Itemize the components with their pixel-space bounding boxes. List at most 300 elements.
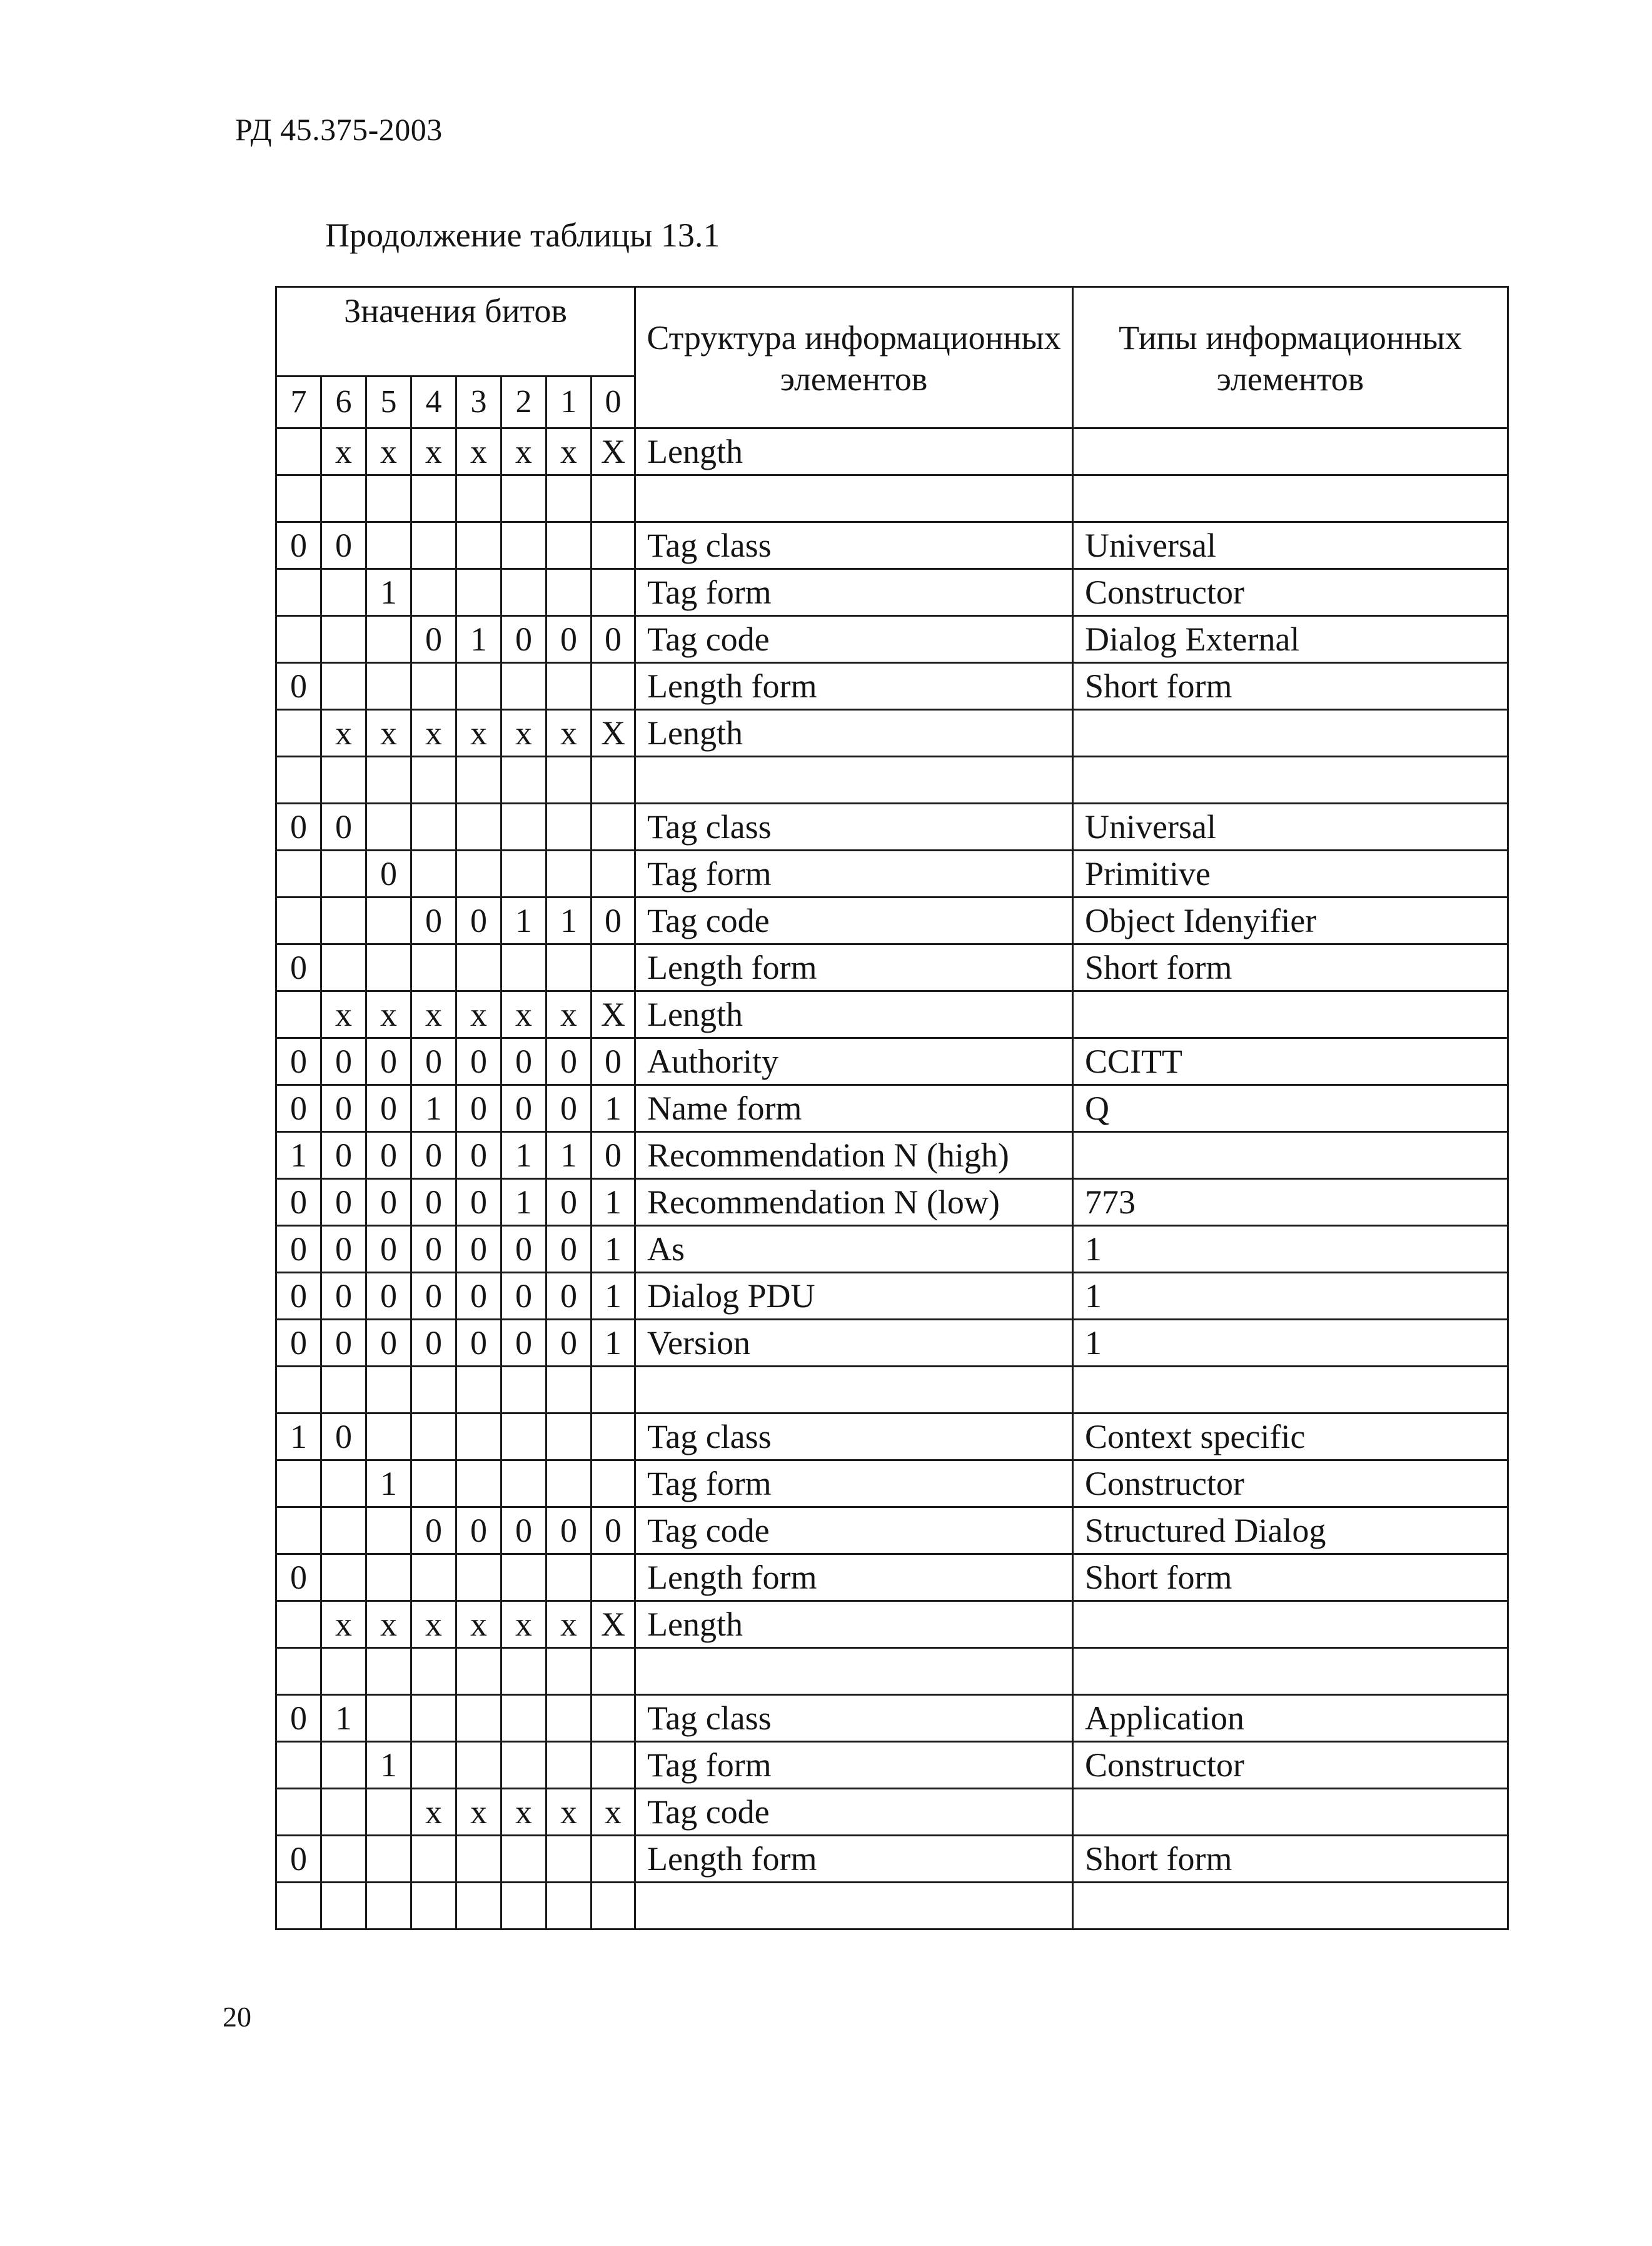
- type-cell: [1073, 1132, 1508, 1179]
- bit-cell: 0: [276, 1038, 321, 1085]
- bit-cell: [592, 757, 635, 804]
- bit-cell: [366, 1789, 411, 1836]
- bit-cell: [456, 1836, 501, 1883]
- bit-cell: [366, 522, 411, 569]
- bit-cell: [546, 1460, 592, 1507]
- structure-cell: Tag class: [635, 804, 1073, 851]
- bit-cell: [366, 944, 411, 991]
- bit-cell: [411, 569, 456, 616]
- bit-cell: 0: [546, 1273, 592, 1320]
- type-cell: [1073, 710, 1508, 757]
- header-bit-number: 0: [592, 377, 635, 428]
- bit-cell: 0: [411, 1132, 456, 1179]
- bit-cell: 1: [592, 1085, 635, 1132]
- bit-cell: [592, 475, 635, 522]
- bit-cell: 1: [501, 1132, 546, 1179]
- bit-cell: x: [411, 428, 456, 475]
- structure-cell: [635, 1883, 1073, 1930]
- bit-cell: [501, 851, 546, 898]
- table-row: [276, 1179, 1508, 1226]
- type-cell: Short form: [1073, 944, 1508, 991]
- bit-cell: 0: [501, 1320, 546, 1367]
- bit-cell: 0: [456, 898, 501, 944]
- bit-cell: [456, 804, 501, 851]
- bit-cell: x: [546, 710, 592, 757]
- table-row: [276, 757, 1508, 804]
- bit-cell: [546, 1742, 592, 1789]
- bit-cell: [411, 1836, 456, 1883]
- bit-cell: 1: [546, 1132, 592, 1179]
- bit-cell: [501, 522, 546, 569]
- page-number: 20: [223, 2001, 251, 2033]
- structure-cell: Authority: [635, 1038, 1073, 1085]
- structure-cell: [635, 757, 1073, 804]
- bit-cell: 1: [366, 1460, 411, 1507]
- bit-cell: x: [321, 710, 366, 757]
- bit-cell: x: [366, 1601, 411, 1648]
- bit-cell: 0: [276, 1273, 321, 1320]
- type-cell: Object Idenyifier: [1073, 898, 1508, 944]
- bit-cell: [321, 569, 366, 616]
- bit-cell: 1: [592, 1179, 635, 1226]
- bit-cell: 1: [276, 1132, 321, 1179]
- type-cell: Primitive: [1073, 851, 1508, 898]
- bit-cell: [276, 1601, 321, 1648]
- bit-cell: 0: [546, 1085, 592, 1132]
- bit-cell: x: [546, 1601, 592, 1648]
- bit-cell: X: [592, 428, 635, 475]
- bit-cell: [456, 757, 501, 804]
- bit-cell: 0: [411, 1320, 456, 1367]
- bit-cell: [592, 1883, 635, 1930]
- bit-cell: [411, 522, 456, 569]
- bit-cell: [366, 757, 411, 804]
- bit-cell: [456, 1883, 501, 1930]
- bit-cell: 0: [276, 1320, 321, 1367]
- bit-cell: [276, 898, 321, 944]
- type-cell: [1073, 757, 1508, 804]
- bit-cell: 0: [546, 1038, 592, 1085]
- table-row: [276, 1742, 1508, 1789]
- bit-cell: x: [366, 710, 411, 757]
- bit-cell: [366, 1883, 411, 1930]
- bit-cell: 1: [592, 1273, 635, 1320]
- bit-cell: x: [501, 991, 546, 1038]
- bit-cell: [276, 1742, 321, 1789]
- bit-cell: x: [411, 1601, 456, 1648]
- bit-cell: [321, 1742, 366, 1789]
- bit-cell: [546, 851, 592, 898]
- bit-cell: 0: [366, 1226, 411, 1273]
- bit-cell: [456, 1460, 501, 1507]
- bit-cell: 0: [546, 1320, 592, 1367]
- bit-cell: 0: [276, 663, 321, 710]
- bit-cell: [321, 898, 366, 944]
- header-bit-number: 3: [456, 377, 501, 428]
- bit-cell: [546, 569, 592, 616]
- bit-cell: X: [592, 710, 635, 757]
- structure-cell: Length: [635, 428, 1073, 475]
- bit-cell: 1: [592, 1226, 635, 1273]
- bit-cell: 0: [276, 522, 321, 569]
- bit-cell: x: [546, 1789, 592, 1836]
- table-row: [276, 710, 1508, 757]
- bit-cell: [592, 663, 635, 710]
- bit-cell: 0: [366, 851, 411, 898]
- bit-cell: [592, 1414, 635, 1460]
- table-row: [276, 1460, 1508, 1507]
- bit-cell: [276, 1883, 321, 1930]
- bit-cell: [592, 851, 635, 898]
- bit-cell: [276, 851, 321, 898]
- table-row: [276, 1038, 1508, 1085]
- bit-cell: [411, 1367, 456, 1414]
- table-row: [276, 569, 1508, 616]
- bit-cell: 0: [501, 1038, 546, 1085]
- bit-cell: [321, 851, 366, 898]
- bit-cell: 0: [366, 1273, 411, 1320]
- table-row: [276, 663, 1508, 710]
- table-row: [276, 1883, 1508, 1930]
- bit-cell: [411, 475, 456, 522]
- bit-cell: [592, 1554, 635, 1601]
- bit-cell: 0: [546, 1226, 592, 1273]
- type-cell: Structured Dialog: [1073, 1507, 1508, 1554]
- header-bit-number: 7: [276, 377, 321, 428]
- bit-cell: [456, 475, 501, 522]
- structure-cell: Tag class: [635, 522, 1073, 569]
- bit-cell: [366, 1695, 411, 1742]
- bit-cell: [546, 1836, 592, 1883]
- bit-cell: [546, 804, 592, 851]
- structure-cell: [635, 1367, 1073, 1414]
- bit-cell: [546, 1695, 592, 1742]
- bit-cell: 0: [321, 804, 366, 851]
- bit-cell: 0: [592, 1132, 635, 1179]
- type-cell: Short form: [1073, 1554, 1508, 1601]
- structure-cell: As: [635, 1226, 1073, 1273]
- bit-cell: [546, 757, 592, 804]
- bit-cell: x: [321, 1601, 366, 1648]
- bit-cell: [366, 1648, 411, 1695]
- bit-cell: x: [546, 991, 592, 1038]
- bit-cell: x: [411, 991, 456, 1038]
- bit-cell: [411, 1554, 456, 1601]
- structure-cell: Length form: [635, 1836, 1073, 1883]
- bit-cell: 0: [321, 1132, 366, 1179]
- structure-cell: Tag code: [635, 1507, 1073, 1554]
- bit-cell: 0: [276, 1695, 321, 1742]
- header-bit-number: 5: [366, 377, 411, 428]
- bit-cell: 0: [592, 898, 635, 944]
- bit-cell: 0: [366, 1085, 411, 1132]
- bit-cell: 0: [276, 1554, 321, 1601]
- bit-cell: x: [321, 428, 366, 475]
- bit-cell: x: [456, 1789, 501, 1836]
- structure-cell: [635, 475, 1073, 522]
- bit-cell: [546, 944, 592, 991]
- bit-cell: [456, 1742, 501, 1789]
- bit-cell: 0: [456, 1179, 501, 1226]
- bit-cell: [501, 569, 546, 616]
- bit-cell: 0: [456, 1085, 501, 1132]
- bit-cell: [276, 428, 321, 475]
- structure-cell: Length form: [635, 663, 1073, 710]
- bit-cell: 0: [276, 804, 321, 851]
- type-cell: [1073, 428, 1508, 475]
- bit-cell: x: [321, 991, 366, 1038]
- bit-cell: 0: [276, 1226, 321, 1273]
- bit-cell: 0: [456, 1226, 501, 1273]
- bit-cell: [592, 1695, 635, 1742]
- bit-cell: [546, 1367, 592, 1414]
- header-bit-number: 6: [321, 377, 366, 428]
- table-row: [276, 898, 1508, 944]
- bit-cell: 0: [411, 1507, 456, 1554]
- table-row: [276, 1273, 1508, 1320]
- structure-cell: Length form: [635, 1554, 1073, 1601]
- bit-cell: x: [456, 991, 501, 1038]
- structure-cell: Tag code: [635, 616, 1073, 663]
- bit-cell: [321, 1789, 366, 1836]
- bit-cell: [321, 663, 366, 710]
- bit-cell: [276, 991, 321, 1038]
- bit-cell: 0: [321, 1320, 366, 1367]
- bit-cell: 1: [366, 1742, 411, 1789]
- bit-cell: 0: [411, 1179, 456, 1226]
- bit-cell: [501, 1414, 546, 1460]
- bit-cell: X: [592, 991, 635, 1038]
- bit-cell: 0: [501, 1226, 546, 1273]
- bit-cell: [321, 944, 366, 991]
- table-row: [276, 1367, 1508, 1414]
- bit-cell: [456, 1648, 501, 1695]
- bit-cell: 0: [321, 1273, 366, 1320]
- type-cell: Context specific: [1073, 1414, 1508, 1460]
- bit-cell: [592, 1648, 635, 1695]
- structure-cell: Tag class: [635, 1414, 1073, 1460]
- bit-cell: [321, 1507, 366, 1554]
- bit-cell: [592, 1460, 635, 1507]
- bit-cell: x: [501, 1789, 546, 1836]
- type-cell: 1: [1073, 1320, 1508, 1367]
- bit-cell: 0: [592, 616, 635, 663]
- bit-cell: [276, 616, 321, 663]
- bit-cell: [321, 1836, 366, 1883]
- structure-cell: Tag code: [635, 898, 1073, 944]
- table-row: [276, 1789, 1508, 1836]
- bit-cell: X: [592, 1601, 635, 1648]
- bit-cell: [592, 1742, 635, 1789]
- bit-cell: 0: [546, 1507, 592, 1554]
- type-cell: Constructor: [1073, 569, 1508, 616]
- table-row: [276, 475, 1508, 522]
- bit-cell: x: [501, 428, 546, 475]
- structure-cell: Recommendation N (high): [635, 1132, 1073, 1179]
- bit-cell: 0: [546, 616, 592, 663]
- bit-cell: [501, 1695, 546, 1742]
- header-bit-number: 4: [411, 377, 456, 428]
- table-row: [276, 428, 1508, 475]
- bit-cell: [592, 569, 635, 616]
- type-cell: [1073, 1789, 1508, 1836]
- bit-cell: [411, 1460, 456, 1507]
- bit-cell: 1: [592, 1320, 635, 1367]
- bit-cell: [411, 1414, 456, 1460]
- bit-cell: [321, 757, 366, 804]
- table-row: [276, 1554, 1508, 1601]
- bit-cell: 0: [366, 1179, 411, 1226]
- bit-cell: [546, 663, 592, 710]
- document-code: РД 45.375-2003: [235, 112, 443, 147]
- bit-cell: [501, 1554, 546, 1601]
- type-cell: 1: [1073, 1273, 1508, 1320]
- bit-cell: [321, 1648, 366, 1695]
- bit-cell: [276, 569, 321, 616]
- structure-cell: Tag form: [635, 1742, 1073, 1789]
- type-cell: [1073, 991, 1508, 1038]
- table-row: [276, 1414, 1508, 1460]
- bit-cell: [276, 1648, 321, 1695]
- bit-cell: [546, 1414, 592, 1460]
- type-cell: Short form: [1073, 1836, 1508, 1883]
- type-cell: [1073, 1883, 1508, 1930]
- bit-cell: [501, 757, 546, 804]
- structure-cell: Recommendation N (low): [635, 1179, 1073, 1226]
- bit-cell: [366, 1507, 411, 1554]
- bit-cell: 1: [456, 616, 501, 663]
- table-row: [276, 1601, 1508, 1648]
- type-cell: [1073, 1648, 1508, 1695]
- bit-cell: [276, 1460, 321, 1507]
- bit-cell: [456, 1414, 501, 1460]
- header-bit-number: 1: [546, 377, 592, 428]
- bit-cell: x: [411, 1789, 456, 1836]
- structure-cell: Tag code: [635, 1789, 1073, 1836]
- bit-cell: [276, 710, 321, 757]
- bit-cell: [501, 1883, 546, 1930]
- bit-cell: [411, 1742, 456, 1789]
- bit-cell: x: [546, 428, 592, 475]
- bit-cell: [276, 1367, 321, 1414]
- bit-cell: [456, 522, 501, 569]
- bit-cell: [321, 1554, 366, 1601]
- bit-cell: [456, 1367, 501, 1414]
- bit-cell: 1: [546, 898, 592, 944]
- type-cell: 773: [1073, 1179, 1508, 1226]
- bit-cell: 0: [411, 1038, 456, 1085]
- structure-cell: Length: [635, 991, 1073, 1038]
- structure-cell: Tag form: [635, 569, 1073, 616]
- type-cell: [1073, 1601, 1508, 1648]
- table-row: [276, 804, 1508, 851]
- type-cell: Q: [1073, 1085, 1508, 1132]
- bit-cell: [546, 1883, 592, 1930]
- bit-cell: [276, 1789, 321, 1836]
- structure-cell: Length: [635, 710, 1073, 757]
- bit-cell: [366, 1554, 411, 1601]
- bit-cell: [321, 1883, 366, 1930]
- bit-cell: [592, 1836, 635, 1883]
- table-row: [276, 616, 1508, 663]
- bit-cell: x: [501, 1601, 546, 1648]
- bit-cell: [501, 1648, 546, 1695]
- bit-cell: [411, 804, 456, 851]
- bit-cell: [321, 1367, 366, 1414]
- bit-cell: [592, 944, 635, 991]
- type-cell: Universal: [1073, 804, 1508, 851]
- type-cell: Application: [1073, 1695, 1508, 1742]
- bits-table: [275, 286, 1509, 1930]
- bit-cell: 0: [411, 898, 456, 944]
- bit-cell: 0: [321, 1179, 366, 1226]
- type-cell: [1073, 475, 1508, 522]
- bit-cell: [456, 851, 501, 898]
- bit-cell: [276, 1507, 321, 1554]
- type-cell: Dialog External: [1073, 616, 1508, 663]
- bit-cell: [456, 569, 501, 616]
- bit-cell: [456, 944, 501, 991]
- bit-cell: 0: [592, 1507, 635, 1554]
- type-cell: Constructor: [1073, 1742, 1508, 1789]
- type-cell: Universal: [1073, 522, 1508, 569]
- bit-cell: 0: [411, 1226, 456, 1273]
- bit-cell: [366, 1414, 411, 1460]
- bit-cell: [546, 1554, 592, 1601]
- bit-cell: 0: [456, 1132, 501, 1179]
- bit-cell: [501, 475, 546, 522]
- bit-cell: 1: [366, 569, 411, 616]
- bit-cell: 0: [366, 1132, 411, 1179]
- table-row: [276, 1648, 1508, 1695]
- structure-cell: Tag form: [635, 1460, 1073, 1507]
- bit-cell: 0: [456, 1273, 501, 1320]
- bit-cell: x: [592, 1789, 635, 1836]
- bit-cell: 0: [321, 1038, 366, 1085]
- bit-cell: [321, 1460, 366, 1507]
- bit-cell: 0: [501, 1273, 546, 1320]
- table-row: [276, 991, 1508, 1038]
- bit-cell: 0: [276, 1085, 321, 1132]
- bit-cell: [592, 522, 635, 569]
- bit-cell: 0: [366, 1038, 411, 1085]
- table-row: [276, 944, 1508, 991]
- bit-cell: [501, 944, 546, 991]
- bit-cell: 0: [456, 1320, 501, 1367]
- structure-cell: Tag form: [635, 851, 1073, 898]
- bit-cell: 1: [501, 1179, 546, 1226]
- bit-cell: [501, 804, 546, 851]
- bit-cell: 1: [276, 1414, 321, 1460]
- bit-cell: [546, 522, 592, 569]
- header-types: Типы информационных элементов: [1073, 287, 1508, 428]
- bit-cell: [366, 616, 411, 663]
- bit-cell: 1: [411, 1085, 456, 1132]
- bit-cell: 0: [321, 522, 366, 569]
- structure-cell: Name form: [635, 1085, 1073, 1132]
- bit-cell: [411, 1883, 456, 1930]
- header-structure: Структура информационных элементов: [635, 287, 1073, 428]
- bit-cell: 0: [366, 1320, 411, 1367]
- bit-cell: 0: [276, 1179, 321, 1226]
- table-row: [276, 1695, 1508, 1742]
- bit-cell: 0: [592, 1038, 635, 1085]
- table-row: [276, 1226, 1508, 1273]
- bit-cell: 1: [321, 1695, 366, 1742]
- bit-cell: [592, 804, 635, 851]
- bit-cell: [276, 475, 321, 522]
- bit-cell: [456, 1554, 501, 1601]
